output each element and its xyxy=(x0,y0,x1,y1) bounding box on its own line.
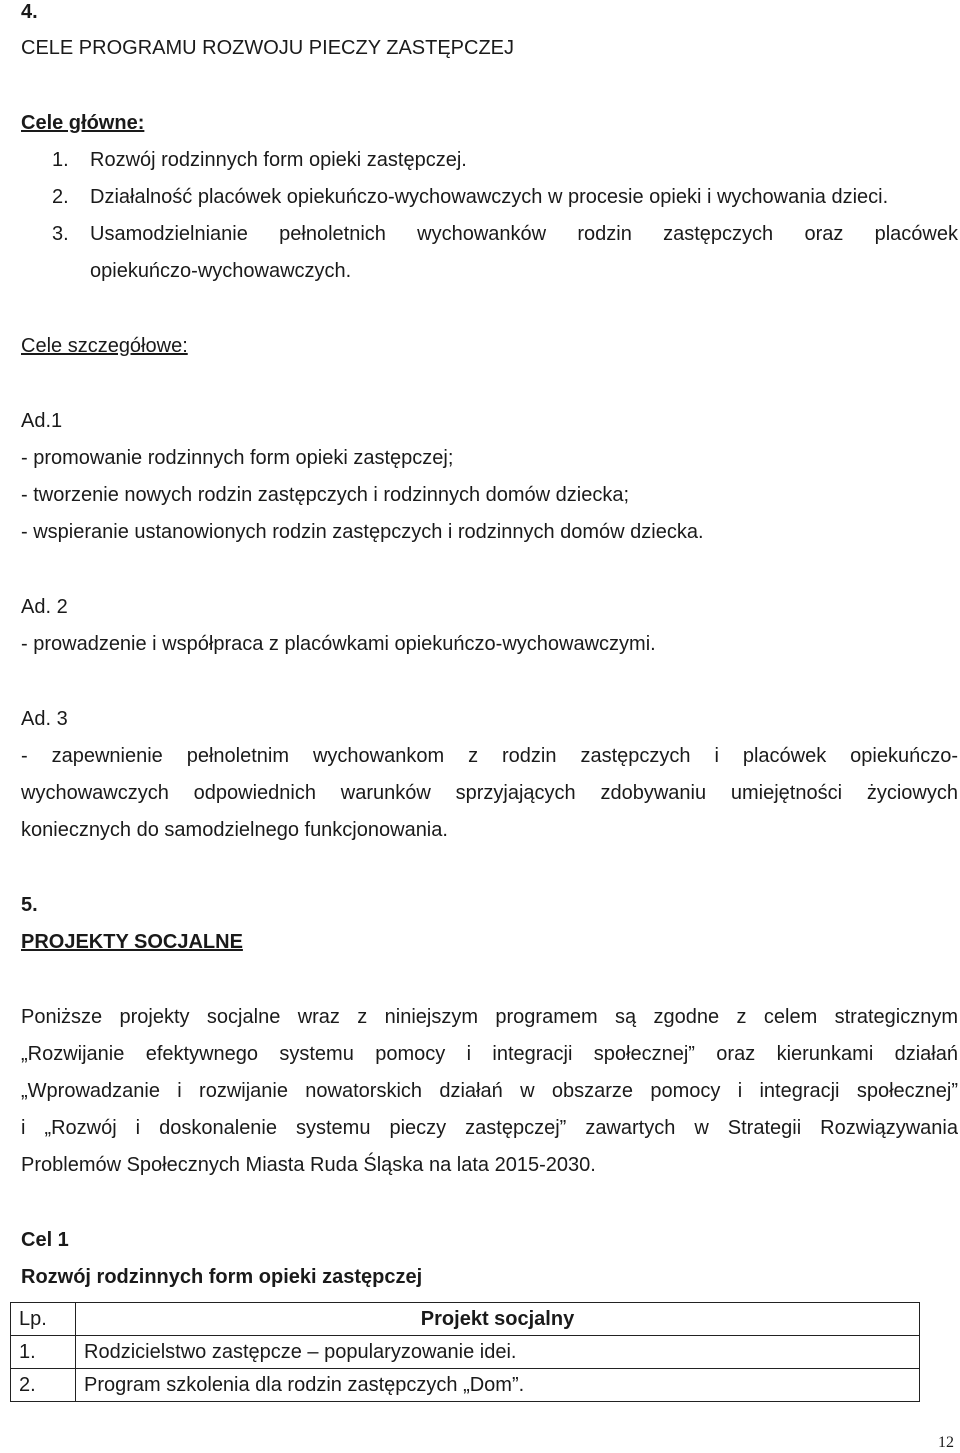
paragraph-line: Problemów Społecznych Miasta Ruda Śląska na lata 2015-2030. xyxy=(21,1154,596,1176)
ad3-line: wychowawczych odpowiednich warunków sprzyjających zdobywaniu umiejętności życiowych xyxy=(21,782,958,804)
row-number: 2. xyxy=(11,1369,76,1402)
ad1-item: - promowanie rodzinnych form opieki zastępczej; xyxy=(21,447,454,469)
table-header-row xyxy=(11,1303,920,1336)
goal-number: 3. xyxy=(52,223,69,245)
goal-title: Rozwój rodzinnych form opieki zastępczej xyxy=(21,1266,423,1288)
ad3-label: Ad. 3 xyxy=(21,708,68,730)
goal-label: Cel 1 xyxy=(21,1229,69,1251)
ad1-item: - tworzenie nowych rodzin zastępczych i rodzinnych domów dziecka; xyxy=(21,484,630,506)
ad2-item: - prowadzenie i współpraca z placówkami opiekuńczo-wychowawczymi. xyxy=(21,633,656,655)
goal-item: Usamodzielnianie pełnoletnich wychowanków rodzin zastępczych oraz placówek xyxy=(90,223,958,245)
main-goals-heading: Cele główne: xyxy=(21,112,145,134)
section-number: 4. xyxy=(21,1,38,23)
column-header-lp: Lp. xyxy=(11,1303,76,1336)
section-title: CELE PROGRAMU ROZWOJU PIECZY ZASTĘPCZEJ xyxy=(21,37,515,59)
goal-item-continued: opiekuńczo-wychowawczych. xyxy=(90,260,352,282)
projects-table xyxy=(10,1302,920,1402)
ad2-label: Ad. 2 xyxy=(21,596,68,618)
paragraph-line: „Rozwijanie efektywnego systemu pomocy i integracji społecznej” oraz kierunkami działań xyxy=(21,1043,958,1065)
row-project: Rodzicielstwo zastępcze – popularyzowanie idei. xyxy=(76,1336,920,1369)
ad3-line: - zapewnienie pełnoletnim wychowankom z rodzin zastępczych i placówek opiekuńczo- xyxy=(21,745,958,767)
section-title: PROJEKTY SOCJALNE xyxy=(21,931,243,953)
table-row xyxy=(11,1369,920,1402)
table-row xyxy=(11,1336,920,1369)
detail-goals-heading: Cele szczegółowe: xyxy=(21,335,188,357)
row-number: 1. xyxy=(11,1336,76,1369)
column-header-project: Projekt socjalny xyxy=(76,1303,920,1336)
paragraph-line: „Wprowadzanie i rozwijanie nowatorskich działań w obszarze pomocy i integracji społecznej” xyxy=(21,1080,958,1102)
goal-item: Działalność placówek opiekuńczo-wychowawczych w procesie opieki i wychowania dzieci. xyxy=(90,186,889,208)
ad1-item: - wspieranie ustanowionych rodzin zastępczych i rodzinnych domów dziecka. xyxy=(21,521,704,543)
paragraph-line: i „Rozwój i doskonalenie systemu pieczy zastępczej” zawartych w Strategii Rozwiązywania xyxy=(21,1117,958,1139)
goal-item: Rozwój rodzinnych form opieki zastępczej. xyxy=(90,149,467,171)
row-project: Program szkolenia dla rodzin zastępczych „Dom”. xyxy=(76,1369,920,1402)
page-number: 12 xyxy=(938,1434,954,1451)
goal-number: 2. xyxy=(52,186,69,208)
section-number: 5. xyxy=(21,894,38,916)
ad3-line: koniecznych do samodzielnego funkcjonowania. xyxy=(21,819,448,841)
paragraph-line: Poniższe projekty socjalne wraz z niniejszym programem są zgodne z celem strategicznym xyxy=(21,1006,958,1028)
ad1-label: Ad.1 xyxy=(21,410,63,432)
goal-number: 1. xyxy=(52,149,69,171)
